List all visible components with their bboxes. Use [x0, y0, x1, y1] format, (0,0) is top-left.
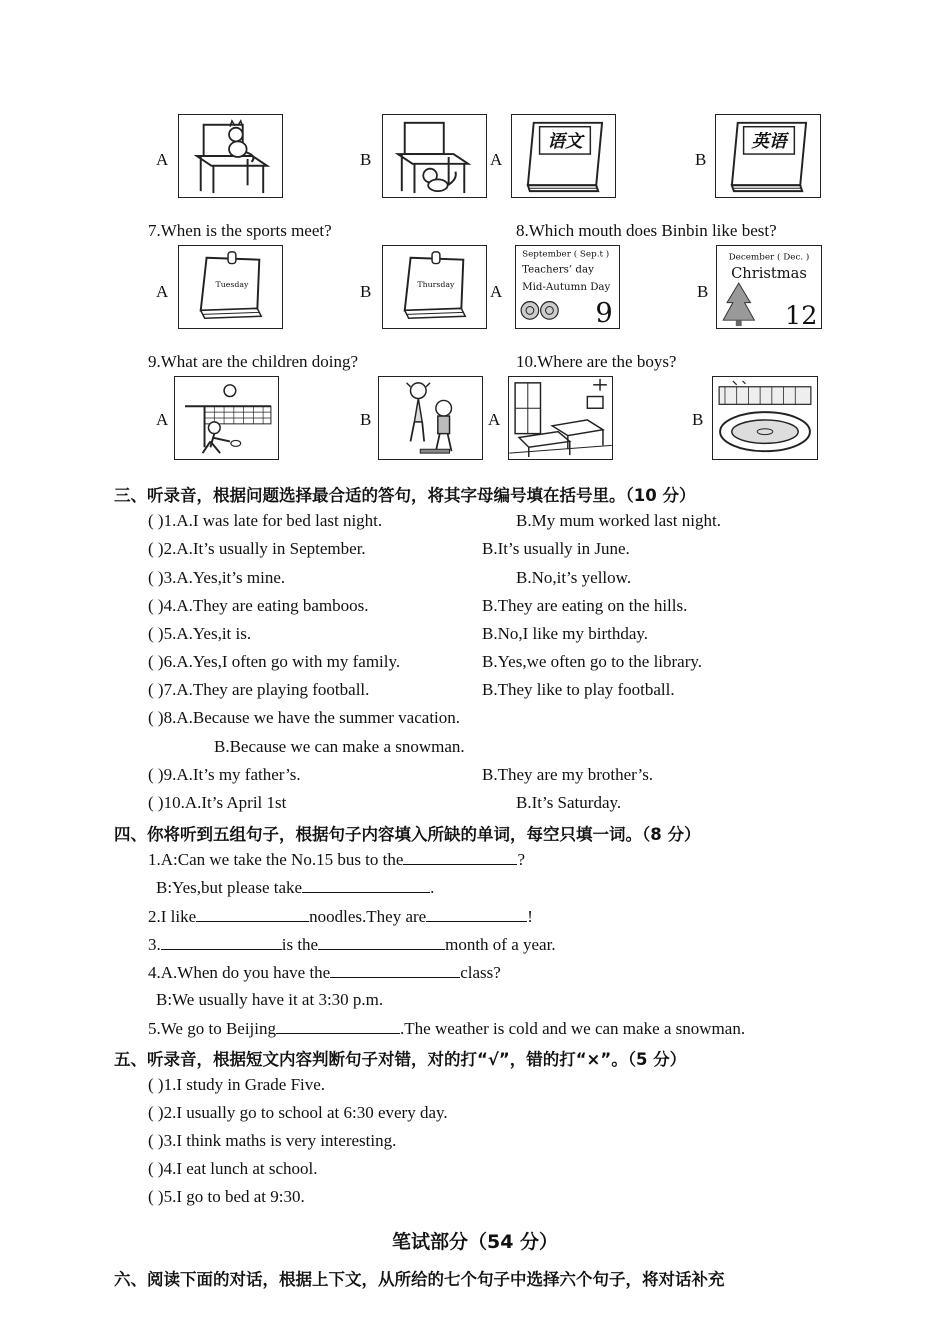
q9-label-b: B: [360, 410, 372, 429]
s4-line-6: B:We usually have it at 3:30 p.m.: [156, 990, 384, 1009]
s5-item-1: ( )1.I study in Grade Five.: [148, 1075, 326, 1094]
section6-heading: 六、阅读下面的对话，根据上下文，从所给的七个句子中选择六个句子，将对话补充: [114, 1270, 725, 1289]
q10-label-a: A: [488, 410, 501, 429]
q7-question: 7.When is the sports meet?: [148, 221, 332, 240]
s4-line-4-end: month of a year.: [445, 935, 556, 954]
s4-line-4: [148, 934, 556, 955]
s3-item-8-a: ( )8.A.Because we have the summer vacation.: [148, 708, 461, 727]
q7-label-a: A: [156, 282, 169, 301]
s3-item-6-b: B.Yes,we often go to the library.: [482, 652, 703, 671]
s4-line-7-text: 5.We go to Beijing: [148, 1019, 277, 1038]
calendar-b-day: Thursday: [417, 280, 455, 289]
q6-label-a1: A: [156, 150, 169, 169]
book-title-chinese: 语文: [547, 132, 583, 153]
s4-line-2-end: .: [430, 878, 435, 897]
s4-blank-7[interactable]: [330, 962, 460, 978]
chinese-book-picture: [511, 114, 616, 198]
section5-heading: 五、听录音，根据短文内容判断句子对错，对的打“√”，错的打“×”。（5 分）: [114, 1050, 687, 1069]
section3-heading: 三、听录音，根据问题选择最合适的答句，将其字母编号填在括号里。（10 分）: [114, 486, 696, 505]
card-b-line1: Christmas: [731, 265, 807, 283]
s4-blank-8[interactable]: [276, 1018, 400, 1034]
q8-label-a: A: [490, 282, 503, 301]
s3-item-10-b: B.It’s Saturday.: [516, 793, 622, 812]
q9-question: 9.What are the children doing?: [148, 352, 359, 371]
q10-label-b: B: [692, 410, 704, 429]
q7-label-b: B: [360, 282, 372, 301]
s3-item-8-b: B.Because we can make a snowman.: [214, 737, 465, 756]
s4-line-7-end: .The weather is cold and we can make a snowman.: [400, 1019, 746, 1038]
card-b-number: 12: [785, 300, 818, 328]
badminton-picture: [174, 376, 279, 460]
chair-cat-under-picture: [382, 114, 487, 198]
s3-item-4-a: ( )4.A.They are eating bamboos.: [148, 596, 369, 615]
s3-item-7-b: B.They like to play football.: [482, 680, 675, 699]
s3-item-2-b: B.It’s usually in June.: [482, 539, 630, 558]
s4-line-1: [148, 849, 525, 870]
s4-line-2-text: B:Yes,but please take: [156, 878, 303, 897]
s4-line-5: [148, 962, 501, 983]
playground-picture: [712, 376, 818, 460]
s4-line-3-mid: noodles.They are: [309, 907, 427, 926]
s3-item-10-a: ( )10.A.It’s April 1st: [148, 793, 287, 812]
s3-item-1-b: B.My mum worked last night.: [516, 511, 721, 530]
s4-line-2: [156, 877, 434, 898]
calendar-a-day: Tuesday: [215, 280, 249, 289]
s4-line-1-text: 1.A:Can we take the No.15 bus to the: [148, 850, 404, 869]
s3-item-3-a: ( )3.A.Yes,it’s mine.: [148, 568, 286, 587]
s4-line-4-text: 3.: [148, 935, 161, 954]
s3-item-4-b: B.They are eating on the hills.: [482, 596, 688, 615]
s4-line-1-end: ?: [517, 850, 525, 869]
s3-item-7-a: ( )7.A.They are playing football.: [148, 680, 370, 699]
q6-label-a2: A: [490, 150, 503, 169]
s5-item-5: ( )5.I go to bed at 9:30.: [148, 1187, 305, 1206]
s4-line-7: [148, 1018, 745, 1039]
s4-blank-3[interactable]: [196, 906, 309, 922]
s3-item-3-b: B.No,it’s yellow.: [516, 568, 632, 587]
s4-line-3: [148, 906, 533, 927]
q9-label-a: A: [156, 410, 169, 429]
q6-label-b2: B: [695, 150, 707, 169]
card-b-month: December ( Dec. ): [728, 252, 810, 263]
children-playing-picture: [378, 376, 483, 460]
q8-question: 8.Which mouth does Binbin like best?: [516, 221, 777, 240]
s3-item-5-a: ( )5.A.Yes,it is.: [148, 624, 252, 643]
q6-label-b1: B: [360, 150, 372, 169]
q8-label-b: B: [697, 282, 709, 301]
s4-line-5-end: class?: [460, 963, 501, 982]
s5-item-4: ( )4.I eat lunch at school.: [148, 1159, 318, 1178]
s4-blank-1[interactable]: [403, 849, 517, 865]
calendar-tuesday-picture: [178, 245, 283, 329]
s4-line-3-text: 2.I like: [148, 907, 197, 926]
card-a-line1: Teachers’ day: [522, 263, 594, 276]
s3-item-1-a: ( )1.A.I was late for bed last night.: [148, 511, 383, 530]
q10-question: 10.Where are the boys?: [516, 352, 677, 371]
card-a-number: 9: [595, 298, 613, 328]
s3-item-6-a: ( )6.A.Yes,I often go with my family.: [148, 652, 401, 671]
s4-blank-5[interactable]: [161, 934, 282, 950]
s3-item-9-b: B.They are my brother’s.: [482, 765, 654, 784]
written-part-title: 笔试部分（54 分）: [391, 1231, 559, 1253]
s4-line-4-mid: is the: [281, 935, 319, 954]
s3-item-5-b: B.No,I like my birthday.: [482, 624, 649, 643]
s4-blank-4[interactable]: [426, 906, 527, 922]
s3-item-2-a: ( )2.A.It’s usually in September.: [148, 539, 366, 558]
s4-blank-6[interactable]: [318, 934, 445, 950]
s5-item-2: ( )2.I usually go to school at 6:30 every day.: [148, 1103, 448, 1122]
calendar-thursday-picture: [382, 245, 487, 329]
s4-blank-2[interactable]: [302, 877, 430, 893]
s4-line-5-text: 4.A.When do you have the: [148, 963, 331, 982]
card-a-month: September ( Sep.t ): [522, 249, 610, 260]
s3-item-9-a: ( )9.A.It’s my father’s.: [148, 765, 301, 784]
september-card-picture: [515, 245, 620, 329]
english-book-picture: [715, 114, 821, 198]
section4-heading: 四、你将听到五组句子，根据句子内容填入所缺的单词，每空只填一词。（8 分）: [114, 825, 701, 844]
s4-line-3-end: !: [527, 907, 533, 926]
card-a-line2: Mid-Autumn Day: [522, 280, 611, 293]
chair-cat-picture: [178, 114, 283, 198]
s5-item-3: ( )3.I think maths is very interesting.: [148, 1131, 397, 1150]
classroom-picture: [508, 376, 613, 460]
december-card-picture: [716, 245, 822, 329]
book-title-english: 英语: [751, 132, 787, 153]
